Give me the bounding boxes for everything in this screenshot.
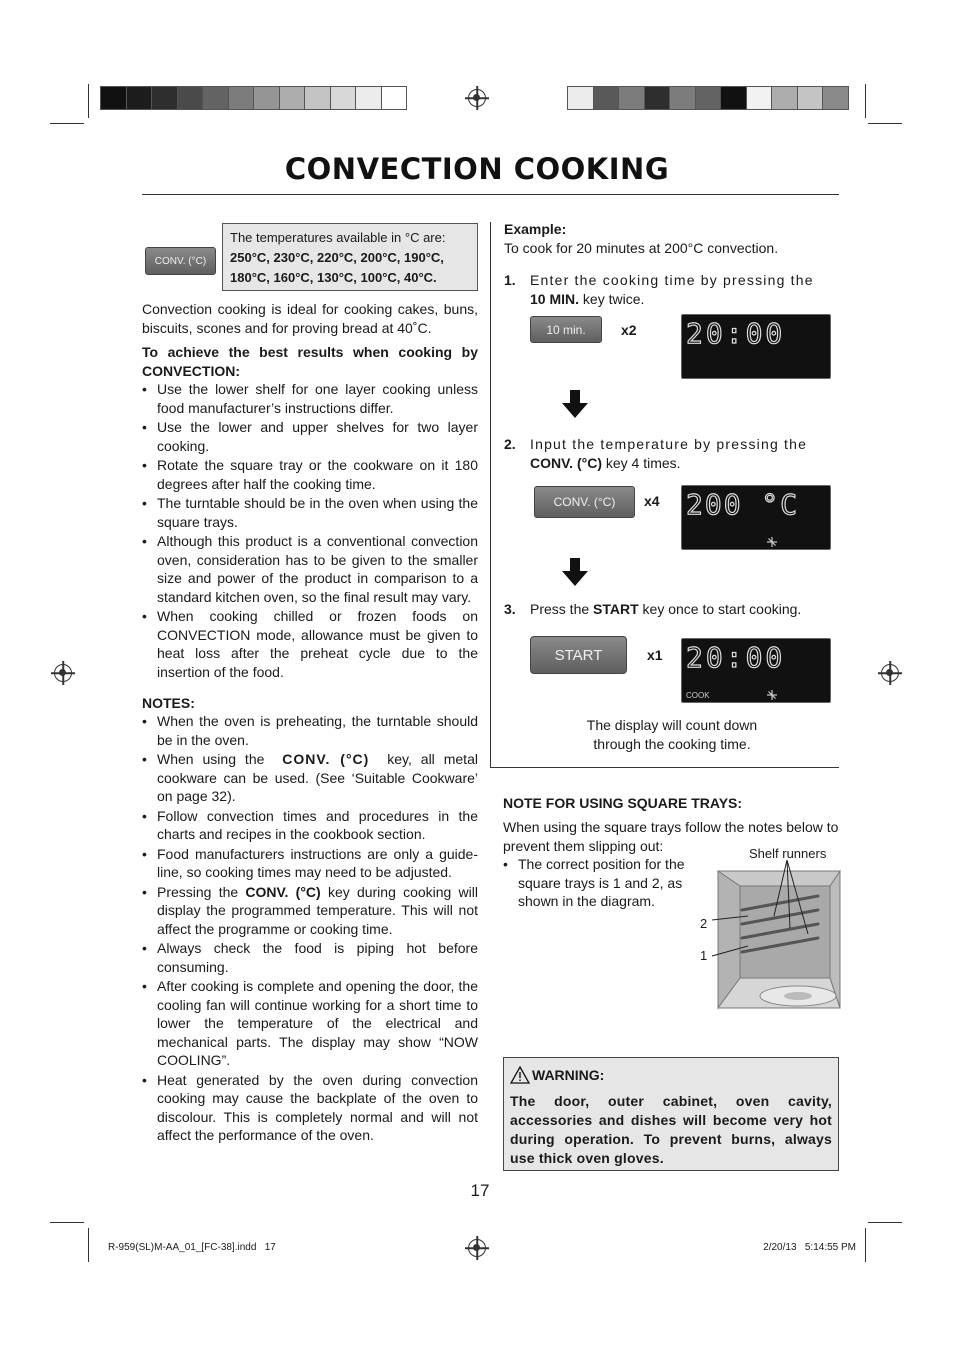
step-3-text: Press the START key once to start cooking.	[530, 601, 802, 617]
color-swatch	[202, 86, 229, 110]
color-swatch	[644, 86, 671, 110]
notes-list	[142, 712, 478, 1146]
color-swatch	[151, 86, 178, 110]
arrow-down-icon	[562, 558, 588, 586]
example-bottom-rule	[490, 767, 839, 768]
title-rule	[142, 194, 839, 195]
conv-key-icon: CONV. (°C)	[145, 247, 216, 275]
color-swatch	[822, 86, 849, 110]
warning-text: The door, outer cabinet, oven cavity, accessories and dishes will become very hot during operation. To prevent burns, always use thick oven gloves.	[510, 1093, 832, 1166]
color-swatch	[720, 86, 747, 110]
registration-mark-icon	[54, 664, 72, 682]
best-results-heading: To achieve the best results when cooking by CONVECTION:	[142, 344, 478, 379]
list-item: • After cooking is complete and opening the door, the cooling fan will continue working for a short time to lower the temperature of the electrical and mechanical parts. The display may show “NOW COOLING”.	[142, 977, 478, 1070]
oven-cavity-diagram	[700, 858, 842, 1010]
step-1-multiplier: x2	[621, 322, 637, 338]
display-digits: 200 °C	[686, 488, 800, 521]
color-swatch	[695, 86, 722, 110]
list-item: • Use the lower shelf for one layer cooking unless food manufacturer’s instructions differ.	[142, 380, 478, 417]
temperature-list-2: 180°C, 160°C, 130°C, 100°C, 40°C.	[230, 270, 437, 285]
crop-mark	[868, 123, 902, 124]
display-step-2	[681, 485, 831, 550]
example-heading: Example:	[504, 221, 567, 237]
arrow-down-icon	[562, 390, 588, 418]
color-swatch	[593, 86, 620, 110]
step-3-number: 3.	[504, 601, 516, 617]
registration-mark-icon	[881, 664, 899, 682]
list-item: • The correct position for the square trays is 1 and 2, as shown in the diagram.	[503, 855, 703, 911]
display-step-1	[681, 314, 831, 379]
page-number: 17	[470, 1181, 490, 1200]
crop-mark	[865, 1228, 866, 1262]
square-trays-intro: When using the square trays follow the notes below to prevent them slipping out:	[503, 819, 839, 854]
color-swatch	[381, 86, 408, 110]
color-swatch	[567, 86, 594, 110]
display-digits: 20:00	[686, 641, 786, 674]
temperature-list-1: 250°C, 230°C, 220°C, 200°C, 190°C,	[230, 250, 444, 265]
column-divider	[490, 222, 491, 767]
list-item: • Although this product is a conventional convection oven, consideration has to be given to the smaller size and power of the product in comparison to a standard kitchen oven, so the final result may vary.	[142, 532, 478, 606]
shelf-1-label: 1	[700, 948, 708, 963]
fan-icon	[766, 689, 778, 701]
color-swatch	[279, 86, 306, 110]
display-step-3	[681, 638, 831, 703]
step-2-text: Input the temperature by pressing the CONV. (°C) key 4 times.	[530, 436, 808, 471]
list-item: • Follow convection times and procedures in the charts and recipes in the cookbook section.	[142, 807, 478, 844]
list-item: • Always check the food is piping hot before consuming.	[142, 939, 478, 976]
color-swatch	[100, 86, 127, 110]
footer-timestamp: 2/20/13 5:14:55 PM	[763, 1242, 856, 1253]
warning-box	[503, 1057, 839, 1171]
intro-paragraph: Convection cooking is ideal for cooking cakes, buns, biscuits, scones and for proving bread at 40˚C.	[142, 301, 478, 336]
list-item: • Food manufacturers instructions are only a guide-line, so cooking times may need to be adjusted.	[142, 845, 478, 882]
crop-mark	[88, 1228, 89, 1262]
crop-mark	[50, 1222, 84, 1223]
page-title: CONVECTION COOKING	[284, 152, 670, 186]
ten-min-key-icon: 10 min.	[530, 316, 602, 343]
notes-heading: NOTES:	[142, 695, 195, 711]
color-swatch	[177, 86, 204, 110]
step-2-number: 2.	[504, 436, 516, 452]
warning-icon	[510, 1066, 530, 1084]
color-swatch	[746, 86, 773, 110]
crop-mark	[50, 123, 84, 124]
shelf-runners-label: Shelf runners	[749, 846, 827, 861]
color-swatch	[669, 86, 696, 110]
color-swatch	[126, 86, 153, 110]
list-item: • Rotate the square tray or the cookware on it 180 degrees after half the cooking time.	[142, 456, 478, 493]
list-item: • When using the CONV. (°C) key, all metal cookware can be used. (See ‘Suitable Cookware’ on page 32).	[142, 750, 478, 806]
step-1-text: Enter the cooking time by pressing the 10 MIN. key twice.	[530, 272, 814, 307]
color-swatch	[304, 86, 331, 110]
start-key-icon: START	[530, 636, 627, 674]
list-item: • Pressing the CONV. (°C) key during cooking will display the programmed temperature. This will not affect the programme or cooking time.	[142, 883, 478, 939]
step-2-multiplier: x4	[644, 493, 660, 509]
color-swatch	[797, 86, 824, 110]
conv-key-icon: CONV. (°C)	[534, 486, 635, 518]
color-swatch	[618, 86, 645, 110]
best-results-list	[142, 380, 478, 682]
example-description: To cook for 20 minutes at 200°C convection.	[504, 240, 779, 256]
list-item: • Heat generated by the oven during convection cooking may cause the backplate of the oven to discolour. This is completely normal and will not affect the performance of the oven.	[142, 1071, 478, 1145]
temperature-box	[222, 223, 478, 291]
step-3-multiplier: x1	[647, 647, 663, 663]
square-trays-heading: NOTE FOR USING SQUARE TRAYS:	[503, 795, 743, 811]
crop-mark	[865, 84, 866, 118]
list-item: • The turntable should be in the oven when using the square trays.	[142, 494, 478, 531]
shelf-2-label: 2	[700, 916, 708, 931]
registration-mark-icon	[468, 89, 486, 107]
temperature-intro: The temperatures available in °C are:	[230, 230, 446, 245]
registration-mark-icon	[468, 1239, 486, 1257]
color-swatch	[330, 86, 357, 110]
cook-indicator: COOK	[686, 691, 710, 700]
color-swatch	[253, 86, 280, 110]
countdown-note: The display will count down through the cooking time.	[586, 717, 758, 752]
crop-mark	[88, 84, 89, 118]
footer-file-name: R-959(SL)M-AA_01_[FC-38].indd 17	[108, 1242, 276, 1253]
list-item: • When the oven is preheating, the turntable should be in the oven.	[142, 712, 478, 749]
color-swatch	[771, 86, 798, 110]
list-item: • When cooking chilled or frozen foods on CONVECTION mode, allowance must be given to heat loss after the preheat cycle due to the insertion of the food.	[142, 607, 478, 681]
step-1-number: 1.	[504, 272, 516, 288]
color-swatch	[355, 86, 382, 110]
square-trays-list	[503, 855, 703, 912]
fan-icon	[766, 536, 778, 548]
list-item: • Use the lower and upper shelves for two layer cooking.	[142, 418, 478, 455]
color-swatch	[228, 86, 255, 110]
warning-heading-row: WARNING :	[510, 1064, 832, 1086]
display-digits: 20:00	[686, 317, 786, 350]
crop-mark	[868, 1222, 902, 1223]
